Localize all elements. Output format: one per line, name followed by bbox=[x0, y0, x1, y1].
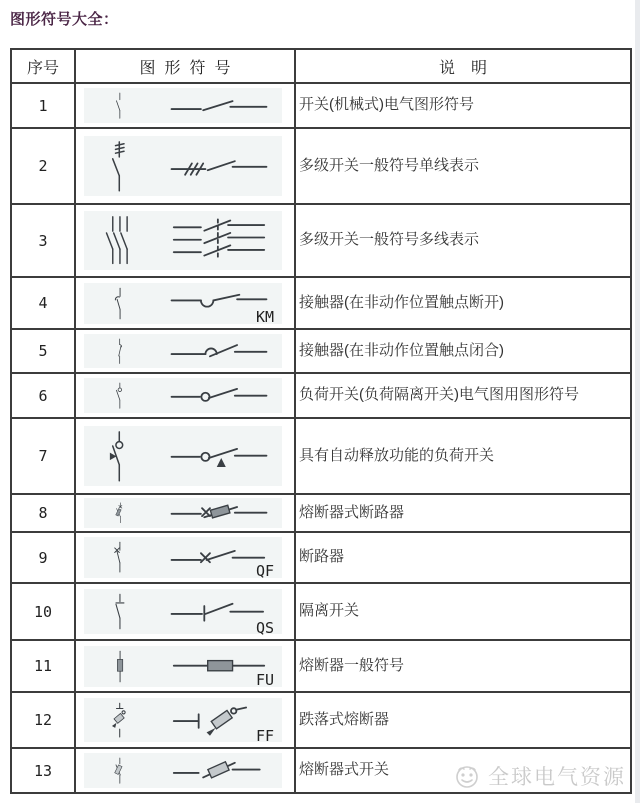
symbol-band bbox=[84, 136, 282, 197]
row-description: 熔断器一般符号 bbox=[299, 656, 405, 674]
row-number: 7 bbox=[12, 419, 76, 493]
symbol-table bbox=[10, 48, 632, 794]
header-symbol: 图形符号 bbox=[76, 50, 296, 82]
mechanical-switch-horizontal-icon bbox=[167, 91, 271, 120]
circuit-breaker-vertical-icon bbox=[113, 541, 127, 573]
row-description: 多级开关一般符号单线表示 bbox=[299, 156, 480, 174]
symbol-cell bbox=[76, 205, 296, 276]
symbol-cell bbox=[76, 278, 296, 328]
panda-logo-icon bbox=[452, 761, 482, 791]
symbol-label: QF bbox=[255, 562, 274, 580]
page-title: 图形符号大全： bbox=[10, 11, 119, 28]
page-edge bbox=[635, 0, 640, 803]
table-row bbox=[12, 419, 630, 495]
table-row bbox=[12, 129, 630, 205]
drop-out-fuse-vertical-icon bbox=[110, 702, 129, 738]
table-row bbox=[12, 495, 630, 533]
table-header-row bbox=[12, 50, 630, 84]
load-switch-vertical-icon bbox=[114, 382, 126, 409]
row-description: 具有自动释放功能的负荷开关 bbox=[299, 446, 495, 464]
symbol-band bbox=[84, 589, 282, 634]
row-number: 2 bbox=[12, 129, 76, 203]
symbol-cell bbox=[76, 495, 296, 531]
fuse-switch-vertical-icon bbox=[114, 757, 126, 784]
symbol-label: QS bbox=[255, 619, 274, 637]
row-number: 13 bbox=[12, 749, 76, 792]
symbol-cell bbox=[76, 129, 296, 203]
table-row bbox=[12, 278, 630, 330]
row-number: 10 bbox=[12, 584, 76, 639]
symbol-cell bbox=[76, 533, 296, 582]
watermark bbox=[452, 761, 626, 791]
symbol-cell bbox=[76, 330, 296, 372]
contactor-normally-closed-vertical-icon bbox=[114, 338, 125, 364]
symbol-band bbox=[84, 334, 282, 368]
symbol-cell bbox=[76, 693, 296, 747]
table-row bbox=[12, 84, 630, 129]
row-description: 跌落式熔断器 bbox=[299, 710, 390, 728]
symbol-label: FF bbox=[255, 727, 274, 745]
row-description: 熔断器式断路器 bbox=[299, 503, 405, 521]
load-switch-horizontal-icon bbox=[167, 381, 271, 410]
row-description: 熔断器式开关 bbox=[299, 761, 390, 779]
contactor-normally-open-vertical-icon bbox=[113, 287, 127, 320]
multi-pole-switch-single-line-vertical-icon bbox=[108, 140, 131, 193]
symbol-band bbox=[84, 698, 282, 742]
row-number: 5 bbox=[12, 330, 76, 372]
row-description: 开关(机械式)电气图形符号 bbox=[299, 96, 474, 114]
row-description: 接触器(在非动作位置触点闭合) bbox=[299, 341, 504, 359]
load-switch-auto-release-horizontal-icon bbox=[167, 441, 271, 470]
load-switch-auto-release-vertical-icon bbox=[108, 430, 131, 483]
multi-pole-switch-multi-line-horizontal-icon bbox=[167, 216, 271, 266]
symbol-band bbox=[84, 646, 282, 687]
symbol-cell bbox=[76, 641, 296, 691]
symbol-band bbox=[84, 211, 282, 269]
row-number: 4 bbox=[12, 278, 76, 328]
symbol-label: KM bbox=[255, 308, 274, 326]
table-row bbox=[12, 641, 630, 693]
table-row bbox=[12, 205, 630, 278]
table-row bbox=[12, 533, 630, 584]
row-number: 8 bbox=[12, 495, 76, 531]
row-number: 1 bbox=[12, 84, 76, 127]
row-number: 12 bbox=[12, 693, 76, 747]
row-description: 隔离开关 bbox=[299, 602, 360, 620]
row-description: 多级开关一般符号多线表示 bbox=[299, 231, 480, 249]
header-number: 序号 bbox=[12, 50, 76, 82]
symbol-cell bbox=[76, 374, 296, 417]
symbol-band bbox=[84, 88, 282, 123]
fuse-circuit-breaker-horizontal-icon bbox=[167, 498, 271, 527]
row-description: 接触器(在非动作位置触点断开) bbox=[299, 293, 504, 311]
table-row bbox=[12, 693, 630, 749]
symbol-cell bbox=[76, 749, 296, 792]
row-number: 6 bbox=[12, 374, 76, 417]
multi-pole-switch-multi-line-vertical-icon bbox=[102, 215, 138, 265]
symbol-cell bbox=[76, 584, 296, 639]
table-row bbox=[12, 584, 630, 641]
row-description: 断路器 bbox=[299, 548, 345, 566]
disconnector-vertical-icon bbox=[112, 593, 128, 630]
header-description: 说明 bbox=[438, 59, 503, 77]
symbol-cell bbox=[76, 419, 296, 493]
table-row bbox=[12, 374, 630, 419]
symbol-label: FU bbox=[255, 671, 274, 689]
row-description: 负荷开关(负荷隔离开关)电气图用图形符号 bbox=[299, 386, 579, 404]
row-number: 9 bbox=[12, 533, 76, 582]
fuse-circuit-breaker-vertical-icon bbox=[115, 502, 125, 524]
row-number: 3 bbox=[12, 205, 76, 276]
symbol-cell bbox=[76, 84, 296, 127]
symbol-band bbox=[84, 753, 282, 788]
watermark-text: 全球电气资源 bbox=[488, 766, 626, 789]
symbol-band bbox=[84, 426, 282, 487]
fuse-switch-horizontal-icon bbox=[167, 756, 271, 785]
contactor-normally-closed-horizontal-icon bbox=[167, 336, 271, 365]
symbol-band bbox=[84, 537, 282, 577]
symbol-band bbox=[84, 498, 282, 528]
fuse-general-vertical-icon bbox=[113, 650, 127, 683]
row-number: 11 bbox=[12, 641, 76, 691]
symbol-band bbox=[84, 378, 282, 413]
mechanical-switch-vertical-icon bbox=[114, 92, 126, 119]
multi-pole-switch-single-line-horizontal-icon bbox=[167, 151, 271, 180]
table-row bbox=[12, 330, 630, 374]
symbol-band bbox=[84, 283, 282, 324]
